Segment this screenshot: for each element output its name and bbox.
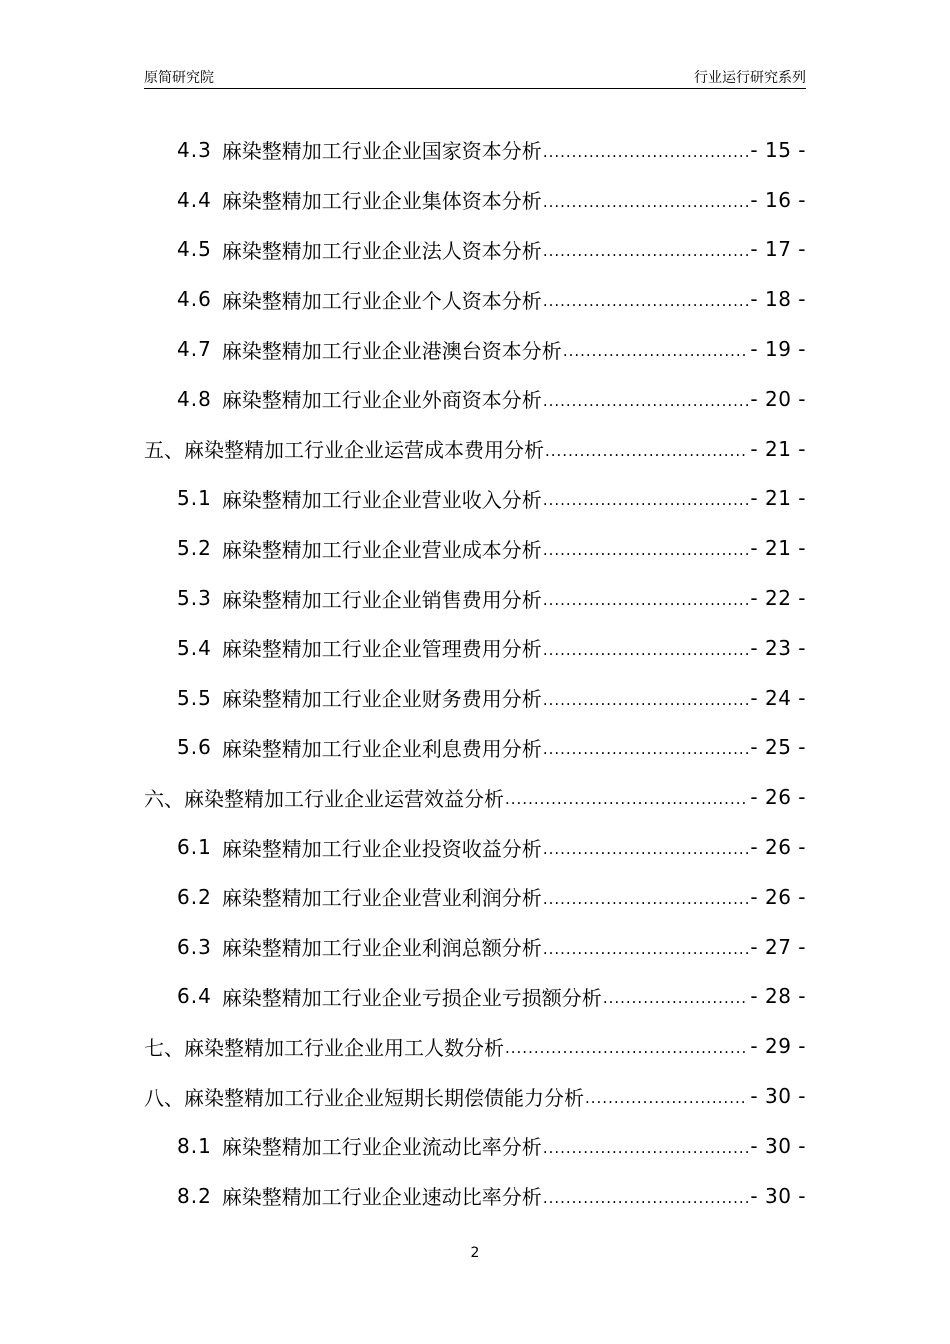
toc-entry[interactable] bbox=[144, 274, 806, 324]
toc-entry[interactable] bbox=[144, 623, 806, 673]
page-number: 2 bbox=[470, 1245, 480, 1261]
toc-dot-leader bbox=[543, 737, 749, 757]
toc-entry-title: 七、麻染整精加工行业企业用工人数分析 bbox=[144, 1035, 504, 1060]
toc-entry-page: - 30 - bbox=[750, 1133, 806, 1158]
toc-entry-title: 麻染整精加工行业企业利润总额分析 bbox=[221, 936, 542, 961]
toc-entry-title: 麻染整精加工行业企业利息费用分析 bbox=[221, 736, 542, 761]
toc-dot-leader bbox=[543, 140, 749, 160]
toc-dot-leader bbox=[543, 688, 749, 708]
toc-entry-page: - 24 - bbox=[750, 685, 806, 710]
toc-entry-title: 五、麻染整精加工行业企业运营成本费用分析 bbox=[144, 438, 544, 463]
toc-entry[interactable] bbox=[144, 225, 806, 275]
toc-dot-leader bbox=[563, 339, 749, 359]
toc-entry-title: 麻染整精加工行业企业营业利润分析 bbox=[221, 886, 542, 911]
toc-entry[interactable] bbox=[144, 1021, 806, 1071]
toc-entry[interactable] bbox=[144, 1071, 806, 1121]
toc-entry-page: - 28 - bbox=[750, 984, 806, 1009]
toc-dot-leader bbox=[543, 837, 749, 857]
toc-entry-title: 麻染整精加工行业企业投资收益分析 bbox=[221, 836, 542, 861]
toc-entry-page: - 22 - bbox=[750, 586, 806, 611]
toc-dot-leader bbox=[585, 1086, 748, 1106]
toc-entry[interactable] bbox=[144, 772, 806, 822]
toc-entry-page: - 16 - bbox=[750, 187, 806, 212]
toc-entry-title: 麻染整精加工行业企业港澳台资本分析 bbox=[221, 338, 562, 363]
toc-entry-title: 麻染整精加工行业企业财务费用分析 bbox=[221, 687, 542, 712]
toc-entry-number: 4.5 bbox=[177, 237, 212, 262]
toc-entry[interactable] bbox=[144, 1171, 806, 1221]
toc-entry-page: - 26 - bbox=[750, 785, 806, 810]
toc-entry[interactable] bbox=[144, 872, 806, 922]
toc-entry[interactable] bbox=[144, 673, 806, 723]
toc-entry[interactable] bbox=[144, 175, 806, 225]
toc-entry-number: 5.4 bbox=[177, 635, 212, 660]
toc-entry-title: 麻染整精加工行业企业外商资本分析 bbox=[221, 388, 542, 413]
toc-entry-title: 麻染整精加工行业企业国家资本分析 bbox=[221, 139, 542, 164]
toc-entry-page: - 20 - bbox=[750, 386, 806, 411]
toc-entry-number: 5.5 bbox=[177, 685, 212, 710]
toc-entry-page: - 27 - bbox=[750, 934, 806, 959]
toc-entry-number: 6.4 bbox=[177, 984, 212, 1009]
toc-dot-leader bbox=[505, 1036, 748, 1056]
toc-dot-leader bbox=[505, 787, 748, 807]
toc-entry[interactable] bbox=[144, 1121, 806, 1171]
toc-entry-title: 六、麻染整精加工行业企业运营效益分析 bbox=[144, 786, 504, 811]
toc-entry-title: 麻染整精加工行业企业个人资本分析 bbox=[221, 288, 542, 313]
toc-entry-page: - 15 - bbox=[750, 137, 806, 162]
toc-dot-leader bbox=[543, 1136, 749, 1156]
toc-entry-title: 麻染整精加工行业企业营业成本分析 bbox=[221, 537, 542, 562]
toc-dot-leader bbox=[543, 538, 749, 558]
toc-entry-page: - 26 - bbox=[750, 835, 806, 860]
toc-entry-title: 麻染整精加工行业企业亏损企业亏损额分析 bbox=[221, 985, 602, 1010]
toc-dot-leader bbox=[543, 190, 749, 210]
toc-entry-number: 8.2 bbox=[177, 1183, 212, 1208]
toc-dot-leader bbox=[545, 439, 748, 459]
toc-entry-title: 八、麻染整精加工行业企业短期长期偿债能力分析 bbox=[144, 1085, 584, 1110]
toc-entry-page: - 18 - bbox=[750, 287, 806, 312]
toc-entry-page: - 23 - bbox=[750, 635, 806, 660]
toc-entry-number: 5.3 bbox=[177, 586, 212, 611]
toc-entry-number: 5.1 bbox=[177, 486, 212, 511]
toc-entry[interactable] bbox=[144, 573, 806, 623]
toc-entry-number: 4.3 bbox=[177, 137, 212, 162]
toc-dot-leader bbox=[543, 937, 749, 957]
toc-entry[interactable] bbox=[144, 424, 806, 474]
toc-entry-number: 6.3 bbox=[177, 934, 212, 959]
header-right-text: 行业运行研究系列 bbox=[694, 70, 806, 86]
toc-entry-number: 4.4 bbox=[177, 187, 212, 212]
toc-entry-number: 5.2 bbox=[177, 536, 212, 561]
toc-entry-title: 麻染整精加工行业企业流动比率分析 bbox=[221, 1135, 542, 1160]
toc-dot-leader bbox=[543, 389, 749, 409]
header-left-text: 原简研究院 bbox=[144, 70, 214, 86]
toc-entry-page: - 30 - bbox=[750, 1084, 806, 1109]
toc-dot-leader bbox=[543, 588, 749, 608]
toc-entry-title: 麻染整精加工行业企业管理费用分析 bbox=[221, 637, 542, 662]
toc-dot-leader bbox=[543, 638, 749, 658]
toc-entry-page: - 17 - bbox=[750, 237, 806, 262]
toc-entry-page: - 26 - bbox=[750, 884, 806, 909]
toc-entry-number: 8.1 bbox=[177, 1133, 212, 1158]
toc-dot-leader bbox=[603, 986, 749, 1006]
toc-entry[interactable] bbox=[144, 922, 806, 972]
toc-entry[interactable] bbox=[144, 523, 806, 573]
toc-entry-title: 麻染整精加工行业企业销售费用分析 bbox=[221, 587, 542, 612]
toc-entry[interactable] bbox=[144, 125, 806, 175]
toc-dot-leader bbox=[543, 239, 749, 259]
table-of-contents bbox=[144, 125, 806, 1221]
toc-dot-leader bbox=[543, 488, 749, 508]
toc-dot-leader bbox=[543, 1186, 749, 1206]
toc-entry[interactable] bbox=[144, 822, 806, 872]
toc-entry-page: - 30 - bbox=[750, 1183, 806, 1208]
toc-entry-number: 6.1 bbox=[177, 835, 212, 860]
toc-entry-title: 麻染整精加工行业企业法人资本分析 bbox=[221, 238, 542, 263]
toc-entry-page: - 19 - bbox=[750, 337, 806, 362]
page-header bbox=[144, 66, 806, 89]
toc-entry-title: 麻染整精加工行业企业速动比率分析 bbox=[221, 1185, 542, 1210]
toc-entry-title: 麻染整精加工行业企业集体资本分析 bbox=[221, 189, 542, 214]
toc-entry-number: 4.7 bbox=[177, 337, 212, 362]
toc-entry-page: - 21 - bbox=[750, 536, 806, 561]
toc-entry-number: 5.6 bbox=[177, 735, 212, 760]
toc-entry-title: 麻染整精加工行业企业营业收入分析 bbox=[221, 487, 542, 512]
toc-entry-page: - 29 - bbox=[750, 1034, 806, 1059]
toc-entry[interactable] bbox=[144, 972, 806, 1022]
toc-entry[interactable] bbox=[144, 474, 806, 524]
toc-entry-page: - 21 - bbox=[750, 436, 806, 461]
toc-entry-page: - 21 - bbox=[750, 486, 806, 511]
toc-dot-leader bbox=[543, 887, 749, 907]
toc-entry[interactable] bbox=[144, 324, 806, 374]
toc-entry-number: 4.6 bbox=[177, 287, 212, 312]
toc-entry[interactable] bbox=[144, 723, 806, 773]
toc-entry-number: 4.8 bbox=[177, 386, 212, 411]
toc-entry-number: 6.2 bbox=[177, 884, 212, 909]
toc-entry-page: - 25 - bbox=[750, 735, 806, 760]
toc-dot-leader bbox=[543, 289, 749, 309]
toc-entry[interactable] bbox=[144, 374, 806, 424]
